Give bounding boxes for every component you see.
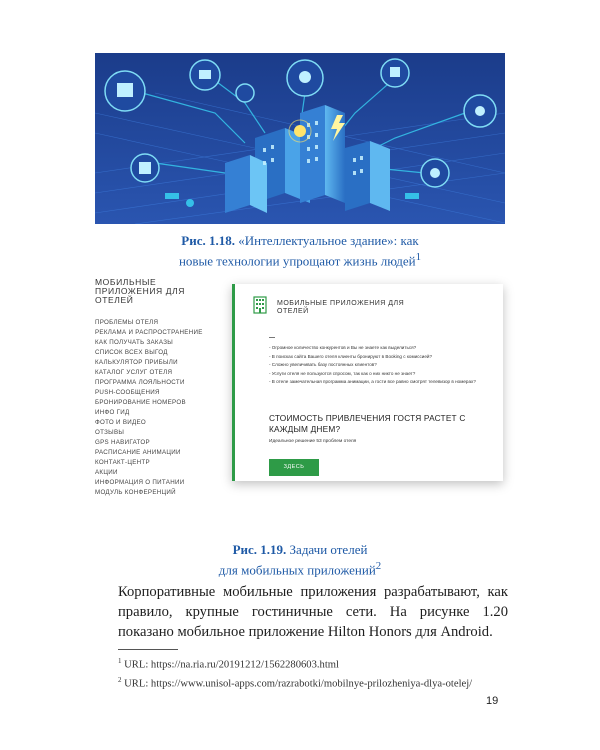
- sidebar-menu: [95, 318, 203, 498]
- sidebar-item[interactable]: СПИСОК ВСЕХ ВЫГОД: [95, 349, 168, 356]
- caption-text: «Интеллектуальное здание»: как: [238, 233, 419, 248]
- smart-building-illustration: [95, 53, 505, 224]
- sidebar-item[interactable]: GPS НАВИГАТОР: [95, 439, 150, 446]
- sidebar-item[interactable]: КАЛЬКУЛЯТОР ПРИБЫЛИ: [95, 359, 178, 366]
- sidebar-item[interactable]: PUSH-СООБЩЕНИЯ: [95, 389, 160, 396]
- hotel-apps-screenshot: [95, 278, 505, 536]
- footnote-url[interactable]: URL: https://na.ria.ru/20191212/1562280603.html: [124, 659, 339, 671]
- question-item: - В поисках сайта Вашего отеля клиенты бронируют в Booking с комиссией?: [269, 353, 433, 359]
- building-icon: [253, 296, 267, 314]
- footnote-url[interactable]: URL: https://www.unisol-apps.com/razrabotki/mobilnye-prilozheniya-dlya-otelej/: [124, 678, 473, 690]
- question-list: [269, 344, 489, 385]
- question-item: - Услуги отеля не пользуются спросом, так как о них никто не знает?: [269, 370, 416, 376]
- divider: [269, 337, 275, 338]
- footnote-divider: [118, 649, 178, 650]
- sidebar-item[interactable]: ИНФОРМАЦИЯ О ПИТАНИИ: [95, 479, 185, 486]
- figure-label: Рис. 1.19.: [232, 542, 287, 557]
- question-item: - В отеле замечательная программа анимации, а гости все равно смотрят телевизор в номерах?: [269, 379, 476, 384]
- page-number: 19: [486, 695, 499, 707]
- sidebar-item[interactable]: РЕКЛАМА И РАСПРОСТРАНЕНИЕ: [95, 329, 203, 336]
- sidebar-item[interactable]: РАСПИСАНИЕ АНИМАЦИИ: [95, 449, 181, 456]
- sidebar-title: МОБИЛЬНЫЕ ПРИЛОЖЕНИЯ ДЛЯ ОТЕЛЕЙ: [95, 277, 186, 305]
- footnote: $^2$ URL: https://www.unisol-apps.com/razrabotki/mobilnye-prilozheniya-dlya-otelej/: [118, 675, 473, 690]
- here-button[interactable]: ЗДЕСЬ: [269, 459, 319, 476]
- promo-card: [232, 284, 503, 481]
- footnotes: [118, 654, 472, 691]
- body-paragraph: Корпоративные мобильные приложения разрабатывают, как правило, крупные гостиничные сети. На рисунке 1.20 показано мобильное приложение Hilton Honors для Android.: [118, 584, 508, 640]
- caption-text: для мобильных приложений: [218, 562, 376, 578]
- figure-label: Рис. 1.18.: [181, 233, 235, 248]
- card-title: МОБИЛЬНЫЕ ПРИЛОЖЕНИЯ ДЛЯ ОТЕЛЕЙ: [277, 300, 405, 315]
- footnote-ref: 1: [415, 251, 422, 263]
- sidebar-item[interactable]: ФОТО И ВИДЕО: [95, 419, 147, 426]
- caption-text: новые технологии упрощают жизнь людей: [178, 253, 416, 269]
- sidebar-item[interactable]: ПРОГРАММА ЛОЯЛЬНОСТИ: [95, 379, 185, 386]
- sidebar-item[interactable]: ПРОБЛЕМЫ ОТЕЛЯ: [95, 319, 159, 326]
- sidebar-item[interactable]: КОНТАКТ-ЦЕНТР: [95, 459, 150, 466]
- sidebar-item[interactable]: КАТАЛОГ УСЛУГ ОТЕЛЯ: [95, 369, 173, 376]
- card-headline: СТОИМОСТЬ ПРИВЛЕЧЕНИЯ ГОСТЯ РАСТЕТ С КАЖДЫМ ДНЕМ?: [269, 413, 466, 434]
- sidebar-item[interactable]: БРОНИРОВАНИЕ НОМЕРОВ: [95, 399, 186, 406]
- card-solution-text: Идеальное решение 53 проблем отеля: [269, 439, 357, 444]
- figure-caption-1-18: [0, 233, 600, 269]
- sidebar-item[interactable]: МОДУЛЬ КОНФЕРЕНЦИЙ: [95, 489, 176, 496]
- footnote-ref: 2: [375, 560, 382, 572]
- sidebar-item[interactable]: КАК ПОЛУЧАТЬ ЗАКАЗЫ: [95, 339, 174, 346]
- question-item: - Огромное количество конкурентов и Вы не знаете как выделиться?: [269, 345, 417, 350]
- caption-text: Задачи отелей: [289, 542, 368, 557]
- figure-caption-1-19: [0, 542, 600, 578]
- sidebar-item[interactable]: ОТЗЫВЫ: [95, 429, 125, 436]
- sidebar-item[interactable]: АКЦИИ: [95, 469, 118, 476]
- sidebar-item[interactable]: ИНФО ГИД: [95, 409, 130, 416]
- question-item: - Сложно увеличивать базу постоянных клиентов?: [269, 362, 377, 367]
- footnote: $^1$ URL: https://na.ria.ru/20191212/1562280603.html: [118, 657, 339, 671]
